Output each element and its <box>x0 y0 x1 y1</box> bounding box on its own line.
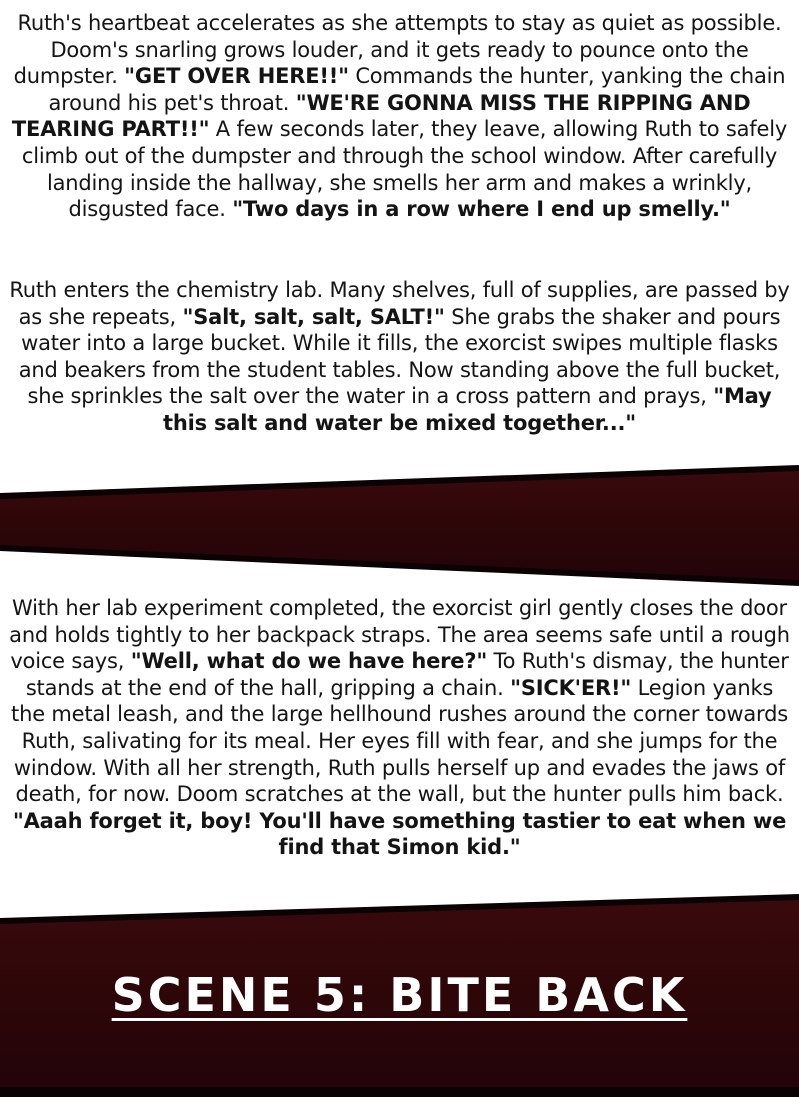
dialogue-text: "WE'RE GONNA MISS THE RIPPING AND TEARING PART!!" <box>11 90 751 142</box>
paragraph-text: A few seconds later, they leave, allowing Ruth to safely climb out of the dumpster and through the school window. After carefully landing inside the hallway, she smells her arm and makes a wrinkly, disgusted face. <box>21 117 788 222</box>
paragraph-text: Ruth enters the chemistry lab. Many shelves, full of supplies, are passed by as she repeats, <box>9 278 790 329</box>
paragraph-text: Commands the hunter, yanking the chain around his pet's throat. <box>48 64 786 115</box>
dialogue-text: "GET OVER HERE!!" <box>124 64 349 89</box>
narrative-paragraph-3 <box>6 595 793 861</box>
dialogue-text: "May this salt and water be mixed together..." <box>162 384 772 435</box>
paragraph-text: Ruth's heartbeat accelerates as she attempts to stay as quiet as possible. Doom's snarling grows louder, and it gets ready to pounce onto the dumpster. <box>13 11 782 89</box>
dialogue-text: "Aaah forget it, boy! You'll have something tastier to eat when we find that Simon kid." <box>12 808 787 860</box>
dialogue-text: "Well, what do we have here?" <box>130 649 488 674</box>
narrative-paragraph-2 <box>6 277 793 437</box>
paragraph-text: She grabs the shaker and pours water into a large bucket. While it fills, the exorcist swipes multiple flasks and beakers from the student tables. Now standing above the full bucket, she sprinkles the salt over the water in a cross pattern and prays, <box>18 304 781 409</box>
dialogue-text: "Two days in a row where I end up smelly." <box>232 197 731 222</box>
paragraph-text: To Ruth's dismay, the hunter stands at the end of the hall, gripping a chain. <box>25 649 789 700</box>
narrative-paragraph-1 <box>6 10 793 223</box>
paragraph-text: With her lab experiment completed, the exorcist girl gently closes the door and holds tightly to her backpack straps. The area seems safe until a rough voice says, <box>9 596 790 674</box>
paragraph-text: Legion yanks the metal leash, and the large hellhound rushes around the corner towards Ruth, salivating for its meal. Her eyes fill with fear, and she jumps for the window. With all her strength, Ruth pulls herself up and evades the jaws of death, for now. Doom scratches at the wall, but the hunter pulls him back. <box>11 675 788 807</box>
dialogue-text: "SICK'ER!" <box>510 675 632 700</box>
dialogue-text: "Salt, salt, salt, SALT!" <box>182 304 445 329</box>
scene-title: SCENE 5: BITE BACK <box>111 968 688 1022</box>
